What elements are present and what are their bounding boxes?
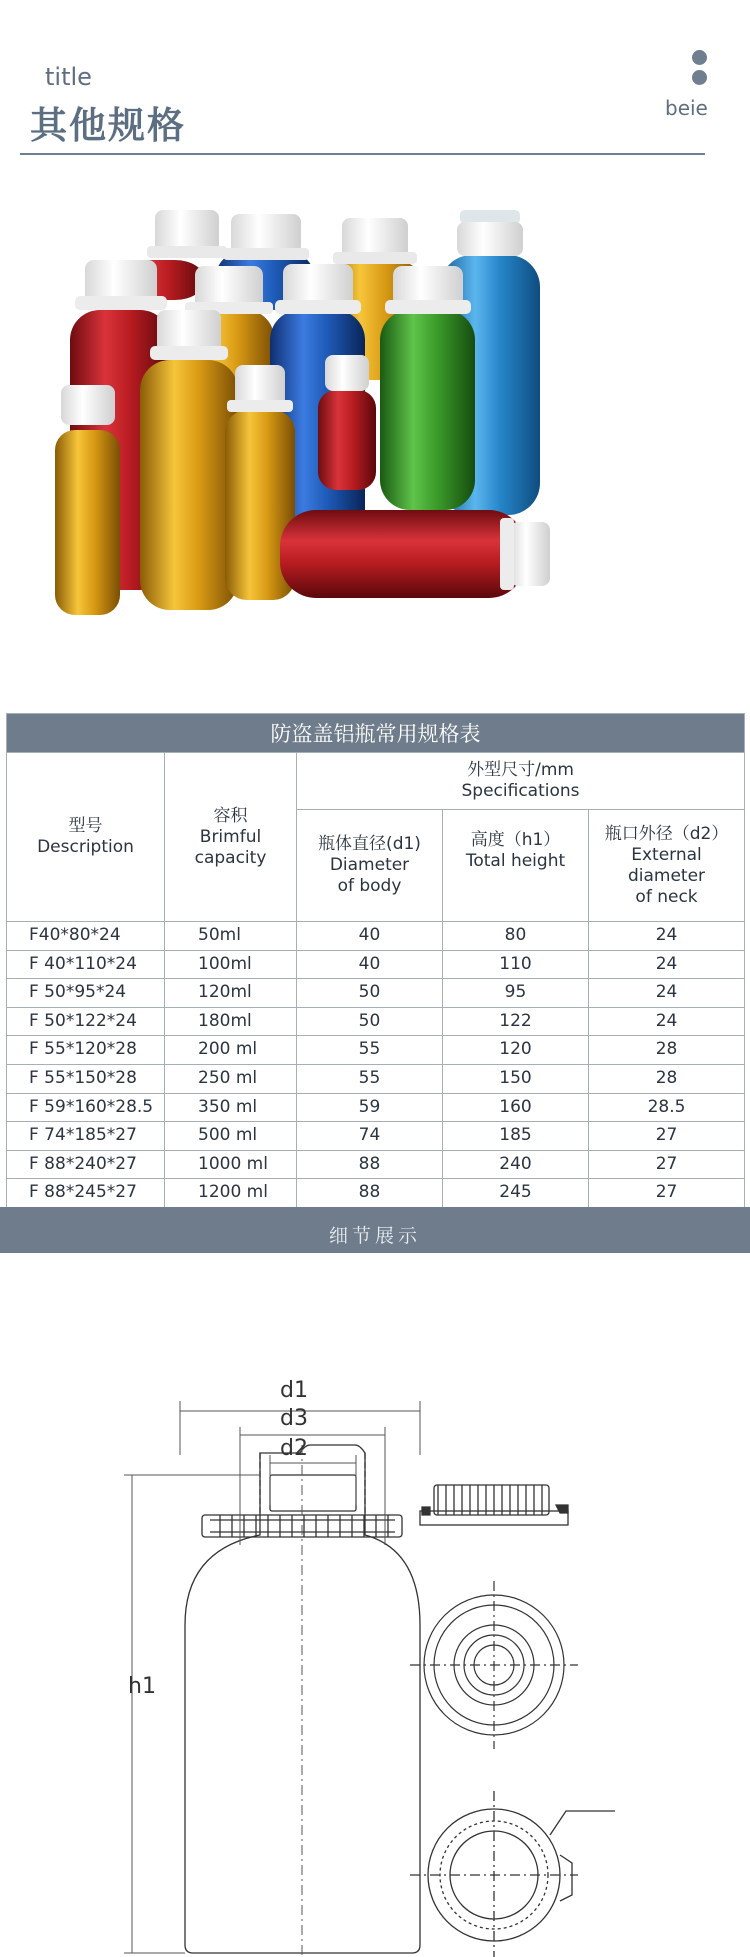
cell-d2: 27 — [589, 1179, 745, 1208]
cell-description: F 55*120*28 — [7, 1036, 165, 1065]
cell-capacity: 1000 ml — [165, 1150, 297, 1179]
header-capacity: 容积 Brimful capacity — [165, 753, 297, 922]
cell-d2: 27 — [589, 1122, 745, 1151]
brand-label: beie — [665, 96, 708, 120]
header-d2: 瓶口外径（d2） External diameter of neck — [589, 810, 745, 922]
cell-d2: 24 — [589, 922, 745, 951]
header-description: 型号 Description — [7, 753, 165, 922]
table-row — [7, 1150, 745, 1179]
cell-d1: 59 — [297, 1093, 443, 1122]
page-title: 其他规格 — [30, 104, 186, 147]
cell-h1: 110 — [443, 950, 589, 979]
header-divider — [20, 153, 705, 155]
table-row — [7, 922, 745, 951]
cell-h1: 160 — [443, 1093, 589, 1122]
cell-d1: 88 — [297, 1179, 443, 1208]
cell-h1: 122 — [443, 1007, 589, 1036]
cell-d1: 40 — [297, 922, 443, 951]
header-d1: 瓶体直径(d1) Diameter of body — [297, 810, 443, 922]
dots-icon — [692, 50, 708, 90]
table-row — [7, 950, 745, 979]
table-row — [7, 1093, 745, 1122]
header-specifications: 外型尺寸/mm Specifications — [297, 753, 745, 810]
cell-h1: 80 — [443, 922, 589, 951]
cell-description: F 50*122*24 — [7, 1007, 165, 1036]
aluminum-bottles-photo — [55, 210, 695, 710]
cell-capacity: 250 ml — [165, 1064, 297, 1093]
cell-description: F 40*110*24 — [7, 950, 165, 979]
cell-d2: 28 — [589, 1064, 745, 1093]
cell-d2: 27 — [589, 1150, 745, 1179]
cell-description: F 74*185*27 — [7, 1122, 165, 1151]
label-d3: d3 — [280, 1406, 308, 1431]
cell-capacity: 200 ml — [165, 1036, 297, 1065]
table-row — [7, 1179, 745, 1208]
cell-d2: 28 — [589, 1036, 745, 1065]
cell-capacity: 120ml — [165, 979, 297, 1008]
cell-capacity: 50ml — [165, 922, 297, 951]
cell-d1: 55 — [297, 1036, 443, 1065]
section-title: 细节展示 — [328, 1225, 421, 1247]
cell-h1: 120 — [443, 1036, 589, 1065]
spec-table — [6, 713, 744, 1208]
title-en: title — [45, 63, 92, 91]
cell-d2: 24 — [589, 950, 745, 979]
cell-description: F 59*160*28.5 — [7, 1093, 165, 1122]
header-h1: 高度（h1） Total height — [443, 810, 589, 922]
cell-description: F 50*95*24 — [7, 979, 165, 1008]
table-row — [7, 1122, 745, 1151]
cell-description: F 88*245*27 — [7, 1179, 165, 1208]
table-title: 防盗盖铝瓶常用规格表 — [7, 714, 745, 753]
cell-d1: 55 — [297, 1064, 443, 1093]
cell-h1: 150 — [443, 1064, 589, 1093]
cell-capacity: 350 ml — [165, 1093, 297, 1122]
label-d1: d1 — [280, 1378, 308, 1403]
cell-d2: 24 — [589, 979, 745, 1008]
table-row — [7, 1007, 745, 1036]
cell-d1: 50 — [297, 979, 443, 1008]
cell-d1: 40 — [297, 950, 443, 979]
cell-d1: 50 — [297, 1007, 443, 1036]
cell-description: F 55*150*28 — [7, 1064, 165, 1093]
cell-capacity: 1200 ml — [165, 1179, 297, 1208]
table-row — [7, 979, 745, 1008]
label-d2: d2 — [280, 1436, 308, 1461]
cell-h1: 95 — [443, 979, 589, 1008]
cell-capacity: 500 ml — [165, 1122, 297, 1151]
cell-d2: 28.5 — [589, 1093, 745, 1122]
cell-h1: 245 — [443, 1179, 589, 1208]
technical-drawing — [120, 1335, 640, 1957]
page-header — [0, 0, 750, 160]
cell-d2: 24 — [589, 1007, 745, 1036]
cell-h1: 185 — [443, 1122, 589, 1151]
cell-capacity: 100ml — [165, 950, 297, 979]
label-h1: h1 — [128, 1674, 156, 1699]
cell-h1: 240 — [443, 1150, 589, 1179]
cell-description: F40*80*24 — [7, 922, 165, 951]
table-row — [7, 1064, 745, 1093]
cell-d1: 74 — [297, 1122, 443, 1151]
cell-d1: 88 — [297, 1150, 443, 1179]
cell-description: F 88*240*27 — [7, 1150, 165, 1179]
table-row — [7, 1036, 745, 1065]
cell-capacity: 180ml — [165, 1007, 297, 1036]
